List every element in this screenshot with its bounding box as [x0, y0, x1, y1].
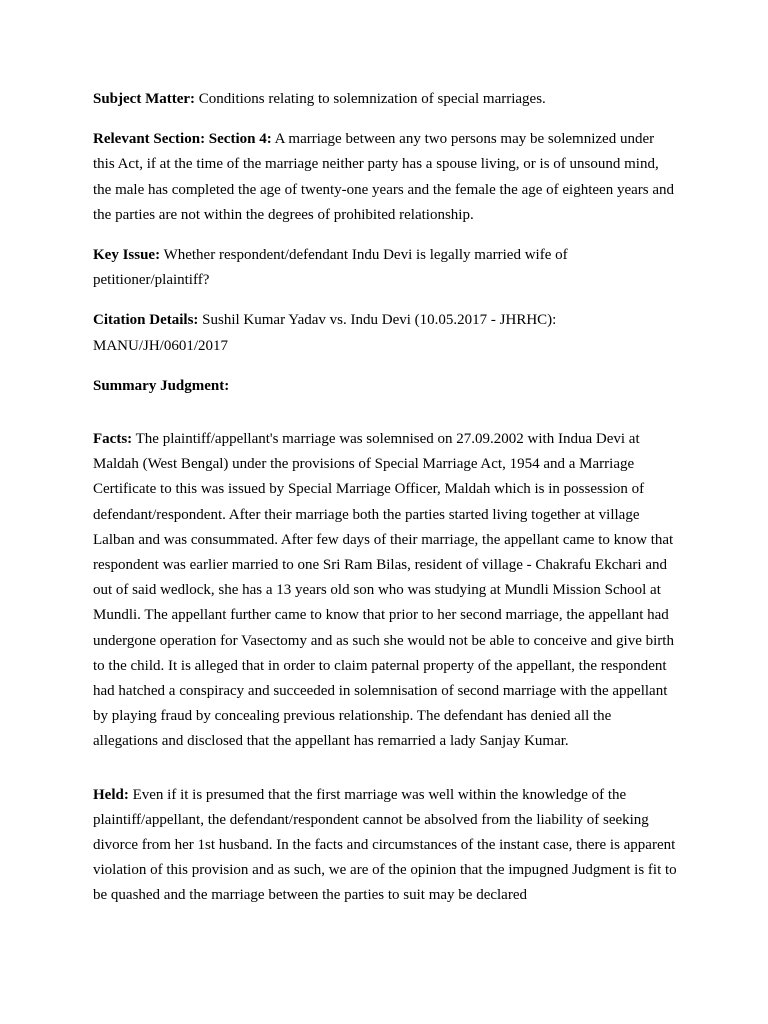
key-issue-paragraph	[93, 243, 677, 293]
subject-matter-text: Conditions relating to solemnization of special marriages.	[195, 91, 546, 107]
held-label: Held:	[93, 786, 129, 803]
facts-paragraph	[93, 427, 677, 755]
relevant-section-label: Relevant Section: Section 4:	[93, 131, 272, 148]
relevant-section-text: A marriage between any two persons may be solemnized under this Act, if at the time of the marriage neither party has a spouse living, or is of unsound mind, the male has completed the age of twenty-one years and the female the age of eighteen years and the parties are not within the degrees of prohibited relationship.	[93, 131, 674, 223]
document-page	[93, 87, 677, 924]
facts-text: The plaintiff/appellant's marriage was solemnised on 27.09.2002 with Indua Devi at Maldah (West Bengal) under the provisions of Special Marriage Act, 1954 and a Marriage Certificate to this was issued by Special Marriage Officer, Maldah which is in possession of defendant/respondent. After their marriage both the parties started living together at village Lalban and was consummated. After few days of their marriage, the appellant came to know that respondent was earlier married to one Sri Ram Bilas, resident of village - Chakrafu Ekchari and out of said wedlock, she has a 13 years old son who was studying at Mundli Mission School at Mundli. The appellant further came to know that prior to her second marriage, the appellant had undergone operation for Vasectomy and as such she would not be able to conceive and give birth to the child. It is alleged that in order to claim paternal property of the appellant, the respondent had hatched a conspiracy and succeeded in solemnisation of second marriage with the appellant by playing fraud by concealing previous relationship. The defendant has denied all the allegations and disclosed that the appellant has remarried a lady Sanjay Kumar.	[93, 431, 674, 750]
summary-judgment-label: Summary Judgment:	[93, 377, 230, 394]
summary-judgment-heading	[93, 374, 677, 399]
key-issue-label: Key Issue:	[93, 247, 161, 264]
citation-details-paragraph	[93, 308, 677, 358]
key-issue-text: Whether respondent/defendant Indu Devi is legally married wife of petitioner/plaintiff?	[93, 247, 568, 289]
relevant-section-paragraph	[93, 127, 677, 228]
citation-details-label: Citation Details:	[93, 312, 199, 329]
subject-matter-paragraph	[93, 87, 677, 112]
subject-matter-label: Subject Matter:	[93, 91, 196, 107]
facts-label: Facts:	[93, 431, 133, 448]
citation-details-text: Sushil Kumar Yadav vs. Indu Devi (10.05.2017 - JHRHC): MANU/JH/0601/2017	[93, 312, 557, 354]
held-text: Even if it is presumed that the first marriage was well within the knowledge of the plaintiff/appellant, the defendant/respondent cannot be absolved from the liability of seeking divorce from her 1st husband. In the facts and circumstances of the instant case, there is apparent violation of this provision and as such, we are of the opinion that the impugned Judgment is fit to be quashed and the marriage between the parties to suit may be declared	[93, 786, 677, 904]
held-paragraph	[93, 783, 677, 909]
